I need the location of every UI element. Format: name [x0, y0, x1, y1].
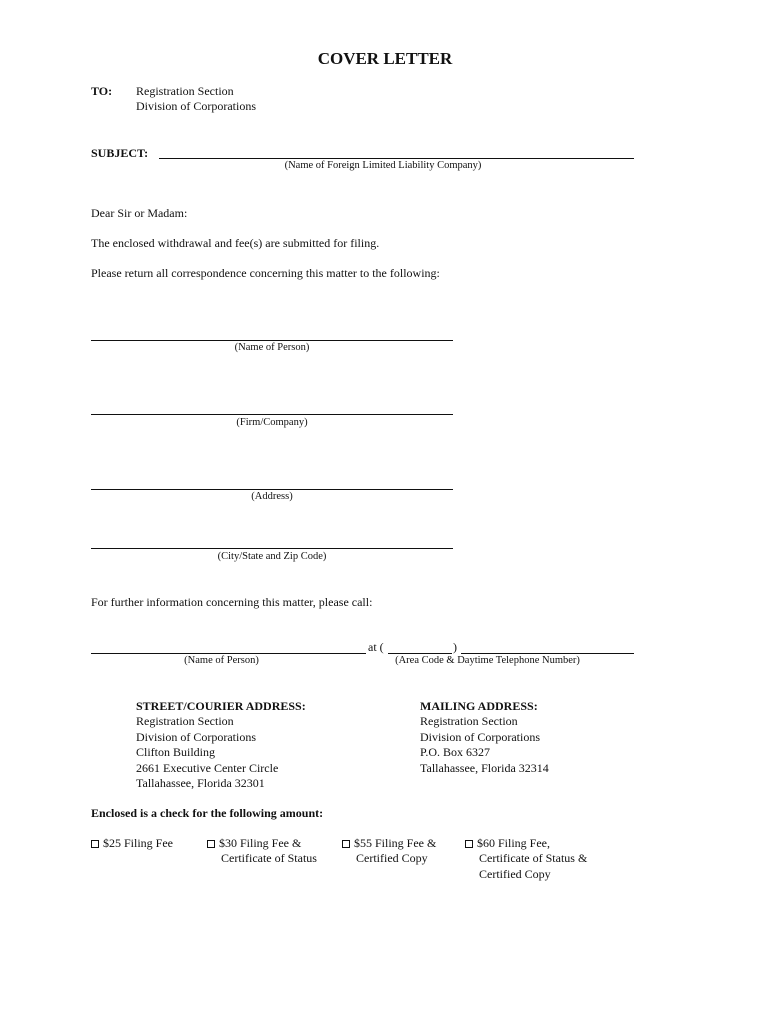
- mailing-address-line: Division of Corporations: [420, 729, 540, 744]
- fee-option-label: Certificate of Status &: [479, 851, 588, 866]
- street-address-line: Tallahassee, Florida 32301: [136, 776, 265, 791]
- area-code-field[interactable]: [388, 653, 452, 654]
- return-name-caption: (Name of Person): [234, 342, 310, 353]
- street-address-block: [136, 699, 306, 791]
- to-line-1: Registration Section: [136, 84, 234, 98]
- return-city-caption: (City/State and Zip Code): [217, 551, 327, 562]
- return-address-caption: (Address): [251, 491, 293, 502]
- street-address-heading: STREET/COURIER ADDRESS:: [136, 699, 306, 713]
- checkbox-icon[interactable]: [207, 840, 215, 848]
- fee-option-label: $60 Filing Fee,: [477, 836, 551, 850]
- street-address-line: Division of Corporations: [136, 729, 256, 744]
- fee-option-label: Certificate of Status: [221, 851, 317, 866]
- fee-option-60[interactable]: [465, 836, 587, 882]
- subject-caption: (Name of Foreign Limited Liability Company): [284, 160, 482, 171]
- return-name-field[interactable]: [91, 340, 453, 341]
- fee-option-label: Certified Copy: [356, 851, 428, 866]
- fee-option-label: $25 Filing Fee: [103, 836, 174, 850]
- checkbox-icon[interactable]: [342, 840, 350, 848]
- enclosed-heading: Enclosed is a check for the following amount:: [91, 806, 324, 820]
- mailing-address-line: P.O. Box 6327: [420, 745, 491, 760]
- street-address-line: Clifton Building: [136, 745, 216, 760]
- paragraph-2: Please return all correspondence concerning this matter to the following:: [91, 266, 440, 280]
- mailing-address-line: Tallahassee, Florida 32314: [420, 760, 549, 775]
- fee-option-label: Certified Copy: [479, 866, 551, 881]
- at-label: at (: [368, 640, 384, 654]
- street-address-line: Registration Section: [136, 714, 234, 729]
- paragraph-1: The enclosed withdrawal and fee(s) are submitted for filing.: [91, 236, 380, 250]
- return-firm-field[interactable]: [91, 414, 453, 415]
- fee-option-25[interactable]: [91, 836, 173, 851]
- contact-name-field[interactable]: [91, 653, 366, 654]
- phone-caption: (Area Code & Daytime Telephone Number): [395, 655, 580, 666]
- mailing-address-block: [420, 699, 549, 776]
- page-title: COVER LETTER: [317, 49, 453, 68]
- return-address-field[interactable]: [91, 489, 453, 490]
- checkbox-icon[interactable]: [465, 840, 473, 848]
- fee-option-label: $30 Filing Fee &: [219, 836, 302, 850]
- to-line-2: Division of Corporations: [136, 99, 256, 113]
- greeting: Dear Sir or Madam:: [91, 206, 188, 220]
- mailing-address-heading: MAILING ADDRESS:: [420, 699, 538, 713]
- info-text: For further information concerning this matter, please call:: [91, 595, 373, 609]
- contact-name-caption: (Name of Person): [184, 655, 259, 666]
- fee-option-30[interactable]: [207, 836, 317, 867]
- fee-option-label: $55 Filing Fee &: [354, 836, 437, 850]
- checkbox-icon[interactable]: [91, 840, 99, 848]
- mailing-address-line: Registration Section: [420, 714, 518, 729]
- close-paren: ): [453, 640, 457, 654]
- street-address-line: 2661 Executive Center Circle: [136, 760, 279, 775]
- return-firm-caption: (Firm/Company): [236, 417, 308, 428]
- subject-label: SUBJECT:: [91, 146, 149, 160]
- subject-field[interactable]: [159, 158, 634, 159]
- telephone-field[interactable]: [461, 653, 634, 654]
- fee-option-55[interactable]: [342, 836, 436, 867]
- to-label: TO:: [91, 84, 113, 98]
- return-city-field[interactable]: [91, 548, 453, 549]
